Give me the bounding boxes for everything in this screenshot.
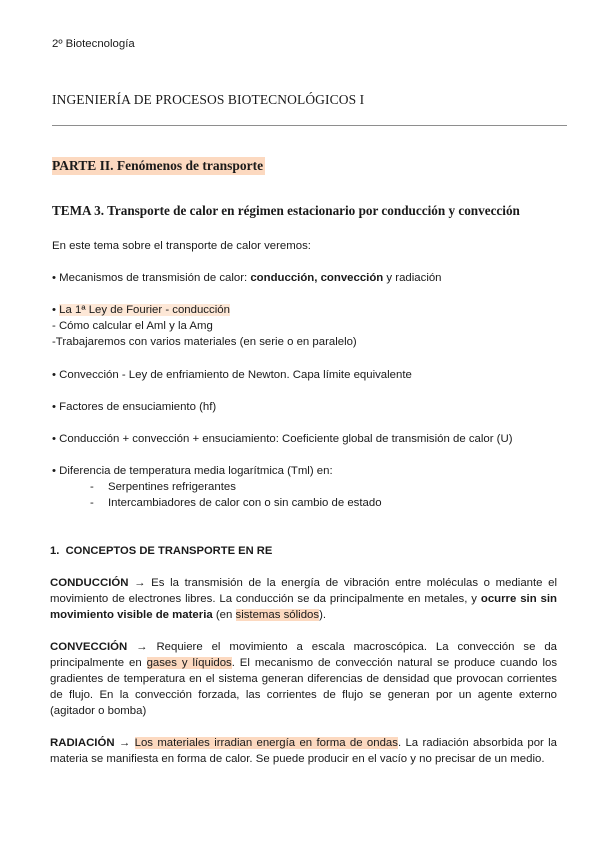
lmtd-sub-dash: - [90, 481, 94, 493]
lmtd-sub-text: Intercambiadores de calor con o sin cambio de estado [108, 497, 382, 509]
document-title: INGENIERÍA DE PROCESOS BIOTECNOLÓGICOS I [52, 92, 365, 107]
topic-heading: TEMA 3. Transporte de calor en régimen estacionario por conducción y convección [52, 203, 520, 218]
convection-highlight: gases y líquidos [146, 657, 232, 669]
conduction-highlight: sistemas sólidos [235, 609, 320, 621]
part-heading: PARTE II. Fenómenos de transporte [52, 158, 264, 173]
radiation-label: RADIACIÓN [50, 737, 115, 749]
radiation-highlight: Los materiales irradian energía en forma de ondas [134, 737, 398, 749]
intro-text: En este tema sobre el transporte de calor veremos: [52, 240, 311, 252]
title-divider [52, 125, 567, 126]
bullet-fourier-line2: - Cómo calcular el Aml y la Amg [52, 320, 213, 332]
convection-label: CONVECCIÓN [50, 641, 128, 653]
bullet-fouling: • Factores de ensuciamiento (hf) [52, 401, 217, 413]
convection-paragraph [50, 639, 557, 719]
section-title: CONCEPTOS DE TRANSPORTE EN RE [65, 545, 273, 557]
conduction-text: (en [212, 609, 236, 621]
lmtd-sub-text: Serpentines refrigerantes [108, 481, 236, 493]
bullet-fourier-line3: -Trabajaremos con varios materiales (en serie o en paralelo) [52, 336, 357, 348]
lmtd-sub-dash: - [90, 497, 94, 509]
bullet-mechanisms-suffix: y radiación [383, 272, 442, 284]
section-number: 1. [50, 545, 60, 557]
bullet-fourier-dot: • [52, 304, 60, 316]
bullet-global-coefficient: • Conducción + convección + ensuciamiento: Coeficiente global de transmisión de calor (U) [52, 433, 513, 445]
lmtd-sub-item [90, 495, 382, 511]
radiation-text: . La radiación absorbida por la materia se manifiesta en forma de calor. Se puede producir en el vacío y no precisar de un medio. [50, 737, 558, 765]
radiation-paragraph [50, 735, 557, 767]
section-heading [50, 543, 272, 559]
convection-text: . El mecanismo de convección natural se produce cuando los gradientes de temperatura en el sistema generan diferencias de densidad que provocan corrientes de flujo. En la convección forzada, las corrientes de flujo se generan por un agente externo (agitador o bomba) [50, 657, 558, 717]
radiation-text [130, 737, 134, 749]
arrow-icon: → [134, 577, 146, 589]
bullet-mechanisms [52, 270, 442, 286]
bullet-lmtd: • Diferencia de temperatura media logarítmica (Tml) en: [52, 465, 333, 477]
lmtd-sub-item [90, 479, 236, 495]
conduction-paragraph [50, 575, 557, 623]
bullet-fourier [52, 302, 357, 350]
bullet-fourier-highlight: La 1ª Ley de Fourier - conducción [59, 304, 230, 316]
bullet-mechanisms-bold: conducción, convección [250, 272, 384, 284]
conduction-text: Es la transmisión de la energía de vibración entre moléculas o mediante el movimiento de electrones libres. La conducción se da principalmente en metales, y [50, 577, 558, 605]
course-header: 2º Biotecnología [52, 38, 135, 50]
arrow-icon: → [118, 737, 131, 749]
convection-text: Requiere el movimiento a escala macroscópica. La convección se da principalmente en [50, 641, 557, 669]
conduction-text: ). [319, 609, 327, 621]
bullet-mechanisms-prefix: • Mecanismos de transmisión de calor: [52, 272, 251, 284]
bullet-convection: • Convección - Ley de enfriamiento de Newton. Capa límite equivalente [52, 369, 412, 381]
conduction-label: CONDUCCIÓN [50, 577, 129, 589]
conduction-bold: ocurre sin sin movimiento visible de materia [50, 593, 557, 621]
arrow-icon: → [136, 641, 148, 653]
